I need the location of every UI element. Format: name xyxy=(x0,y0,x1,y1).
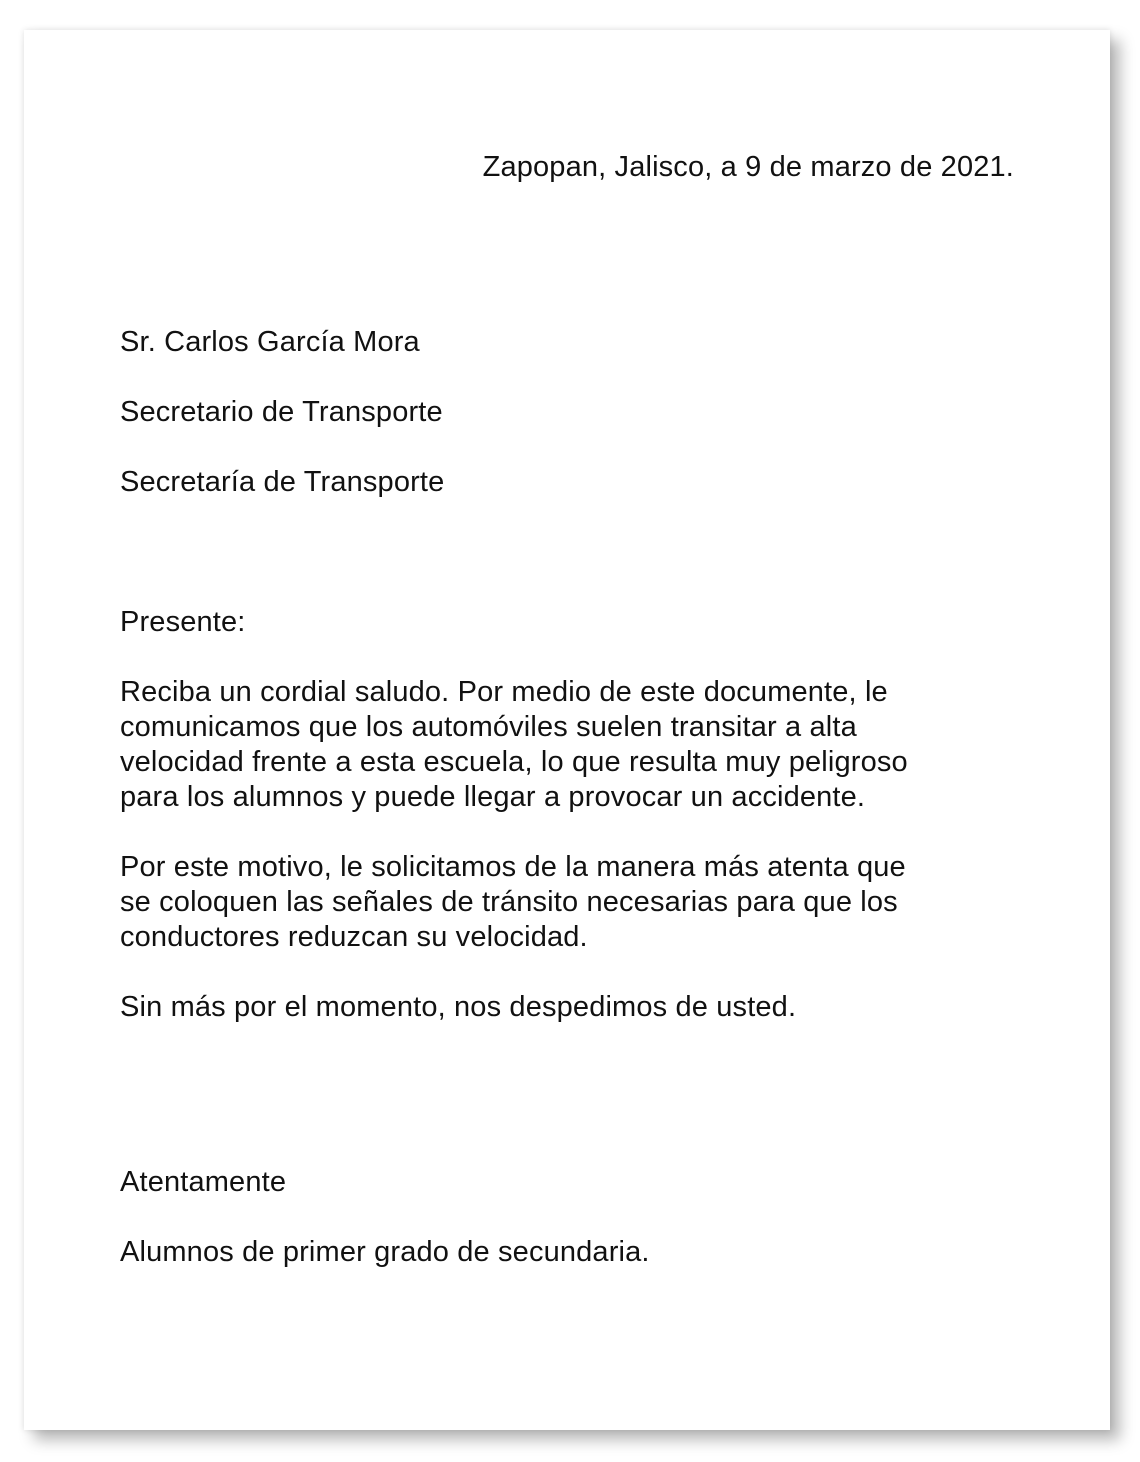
closing: Atentamente xyxy=(120,1166,287,1198)
recipient-name: Sr. Carlos García Mora xyxy=(120,326,420,358)
body-paragraph-2-line: se coloquen las señales de tránsito necesarias para que los xyxy=(120,886,898,918)
body-paragraph-1-line: velocidad frente a esta escuela, lo que resulta muy peligroso xyxy=(120,746,908,778)
greeting: Presente: xyxy=(120,606,246,638)
body-paragraph-3: Sin más por el momento, nos despedimos de usted. xyxy=(120,991,797,1023)
body-paragraph-1-line: Reciba un cordial saludo. Por medio de este documente, le xyxy=(120,676,888,708)
date-line: Zapopan, Jalisco, a 9 de marzo de 2021. xyxy=(482,151,1014,183)
body-paragraph-1-line: comunicamos que los automóviles suelen transitar a alta xyxy=(120,711,857,743)
body-paragraph-1 xyxy=(120,675,1020,815)
signature: Alumnos de primer grado de secundaria. xyxy=(120,1236,650,1268)
body-paragraph-2 xyxy=(120,850,1020,955)
letter-page xyxy=(24,30,1110,1430)
body-paragraph-2-line: conductores reduzcan su velocidad. xyxy=(120,921,588,953)
body-paragraph-2-line: Por este motivo, le solicitamos de la manera más atenta que xyxy=(120,851,906,883)
recipient-position: Secretario de Transporte xyxy=(120,396,443,428)
recipient-office: Secretaría de Transporte xyxy=(120,466,445,498)
body-paragraph-1-line: para los alumnos y puede llegar a provocar un accidente. xyxy=(120,781,866,813)
